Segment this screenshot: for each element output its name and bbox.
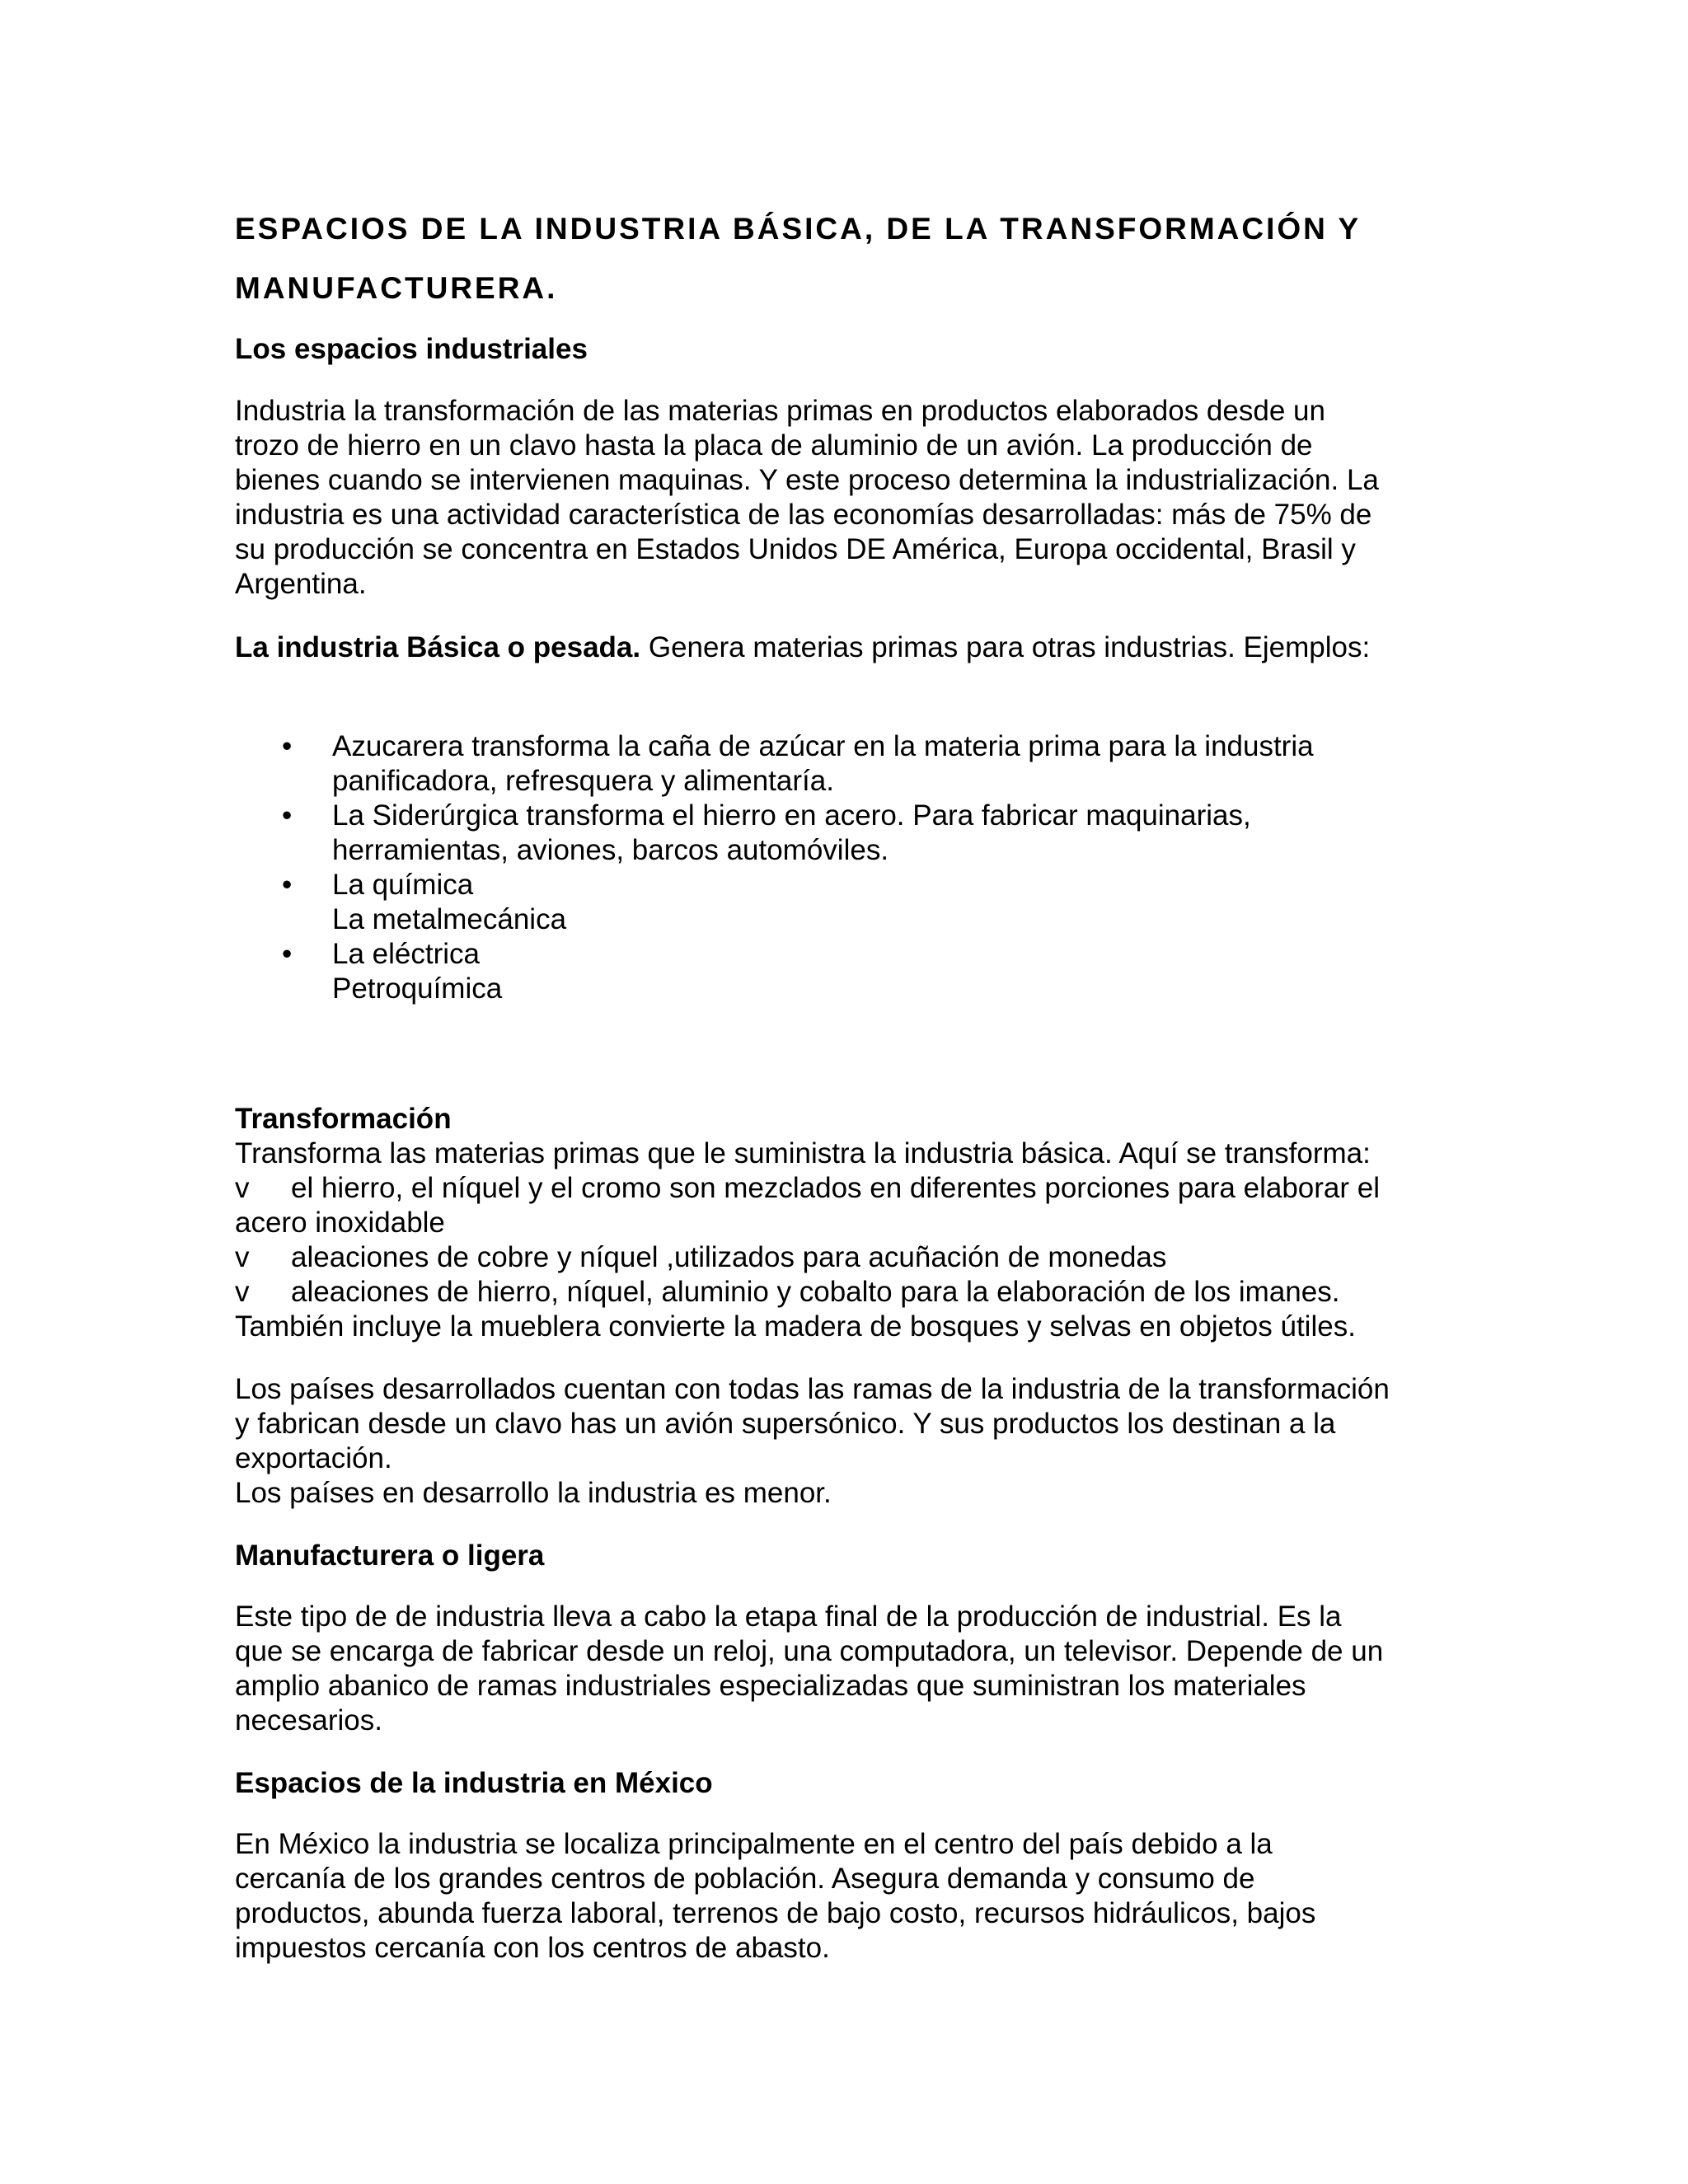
list-item-text: aleaciones de hierro, níquel, aluminio y cobalto para la elaboración de los imanes. bbox=[291, 1276, 1340, 1308]
paragraph-line: necesarios. bbox=[235, 1704, 382, 1736]
list-item bbox=[235, 799, 1455, 868]
list-item-line: La metalmecánica bbox=[332, 903, 567, 935]
transformacion-closing: También incluye la mueblera convierte la madera de bosques y selvas en objetos útiles. bbox=[235, 1310, 1356, 1343]
heading-manufacturera: Manufacturera o ligera bbox=[235, 1540, 545, 1572]
paragraph-line: Los países desarrollados cuentan con todas las ramas de la industria de la transformación bbox=[235, 1373, 1390, 1405]
paragraph-line: amplio abanico de ramas industriales especializadas que suministran los materiales bbox=[235, 1670, 1306, 1702]
paragraph-line: Este tipo de de industria lleva a cabo la etapa final de la producción de industrial. Es la bbox=[235, 1601, 1342, 1633]
bullet-icon: • bbox=[282, 869, 293, 901]
paragraph-line: industria es una actividad característica de las economías desarrolladas: más de 75% de bbox=[235, 499, 1372, 531]
paragraph-line: trozo de hierro en un clavo hasta la placa de aluminio de un avión. La producción de bbox=[235, 429, 1313, 462]
paragraph-paises-desarrollados bbox=[235, 1372, 1455, 1511]
basica-lead: La industria Básica o pesada. bbox=[235, 631, 641, 663]
paragraph-line: cercanía de los grandes centros de población. Asegura demanda y consumo de bbox=[235, 1863, 1255, 1895]
paragraph-manufacturera bbox=[235, 1600, 1455, 1738]
paragraph-line: Los países en desarrollo la industria es menor. bbox=[235, 1477, 832, 1509]
list-item-line: La eléctrica bbox=[332, 938, 480, 970]
paragraph-line: productos, abunda fuerza laboral, terrenos de bajo costo, recursos hidráulicos, bajos bbox=[235, 1897, 1316, 1929]
list-item-line: La química bbox=[332, 869, 474, 901]
list-item bbox=[235, 937, 1455, 1006]
list-item-line: Petroquímica bbox=[332, 972, 503, 1005]
basica-bullet-list bbox=[235, 729, 1455, 1006]
paragraph-industria-basica bbox=[235, 630, 1455, 665]
list-item-line: Azucarera transforma la caña de azúcar en la materia prima para la industria bbox=[332, 730, 1314, 762]
title-line-1: ESPACIOS DE LA INDUSTRIA BÁSICA, DE LA TRANSFORMACIÓN Y bbox=[235, 212, 1362, 246]
list-item-line: panificadora, refresquera y alimentaría. bbox=[332, 765, 834, 797]
paragraph-line: exportación. bbox=[235, 1442, 392, 1474]
paragraph-line: impuestos cercanía con los centros de abasto. bbox=[235, 1932, 830, 1964]
list-item bbox=[235, 1275, 1455, 1310]
list-item-continuation: acero inoxidable bbox=[235, 1207, 445, 1239]
heading-industria-mexico: Espacios de la industria en México bbox=[235, 1767, 713, 1799]
paragraph-line: que se encarga de fabricar desde un reloj, una computadora, un televisor. Depende de un bbox=[235, 1635, 1384, 1667]
list-item-text: el hierro, el níquel y el cromo son mezclados en diferentes porciones para elaborar el bbox=[291, 1172, 1380, 1204]
transformacion-intro: Transforma las materias primas que le suministra la industria básica. Aquí se transforma: bbox=[235, 1137, 1371, 1169]
basica-text: Genera materias primas para otras industrias. Ejemplos: bbox=[640, 631, 1371, 663]
paragraph-line: Argentina. bbox=[235, 568, 367, 600]
heading-transformacion: Transformación bbox=[235, 1103, 452, 1135]
v-bullet-icon: v bbox=[235, 1172, 250, 1204]
paragraph-line: bienes cuando se intervienen maquinas. Y este proceso determina la industrialización. La bbox=[235, 464, 1379, 496]
paragraph-line: En México la industria se localiza principalmente en el centro del país debido a la bbox=[235, 1828, 1273, 1860]
list-item-line: La Siderúrgica transforma el hierro en acero. Para fabricar maquinarias, bbox=[332, 799, 1251, 832]
list-item-text: aleaciones de cobre y níquel ,utilizados para acuñación de monedas bbox=[291, 1241, 1167, 1273]
paragraph-industria bbox=[235, 394, 1455, 602]
paragraph-line: Industria la transformación de las materias primas en productos elaborados desde un bbox=[235, 395, 1325, 427]
list-item bbox=[235, 729, 1455, 799]
heading-espacios-industriales: Los espacios industriales bbox=[235, 333, 588, 365]
list-item bbox=[235, 868, 1455, 937]
list-item-line: herramientas, aviones, barcos automóviles. bbox=[332, 834, 889, 866]
section-transformacion bbox=[235, 1102, 1455, 1344]
paragraph-mexico bbox=[235, 1827, 1455, 1966]
bullet-icon: • bbox=[282, 938, 293, 970]
v-bullet-icon: v bbox=[235, 1241, 250, 1273]
list-item bbox=[235, 1171, 1455, 1206]
paragraph-line: y fabrican desde un clavo has un avión supersónico. Y sus productos los destinan a la bbox=[235, 1408, 1336, 1440]
document-title bbox=[235, 199, 1455, 318]
v-bullet-icon: v bbox=[235, 1276, 250, 1308]
paragraph-line: su producción se concentra en Estados Unidos DE América, Europa occidental, Brasil y bbox=[235, 533, 1356, 565]
title-line-2: MANUFACTURERA. bbox=[235, 271, 558, 305]
list-item bbox=[235, 1240, 1455, 1275]
bullet-icon: • bbox=[282, 799, 293, 832]
bullet-icon: • bbox=[282, 730, 293, 762]
